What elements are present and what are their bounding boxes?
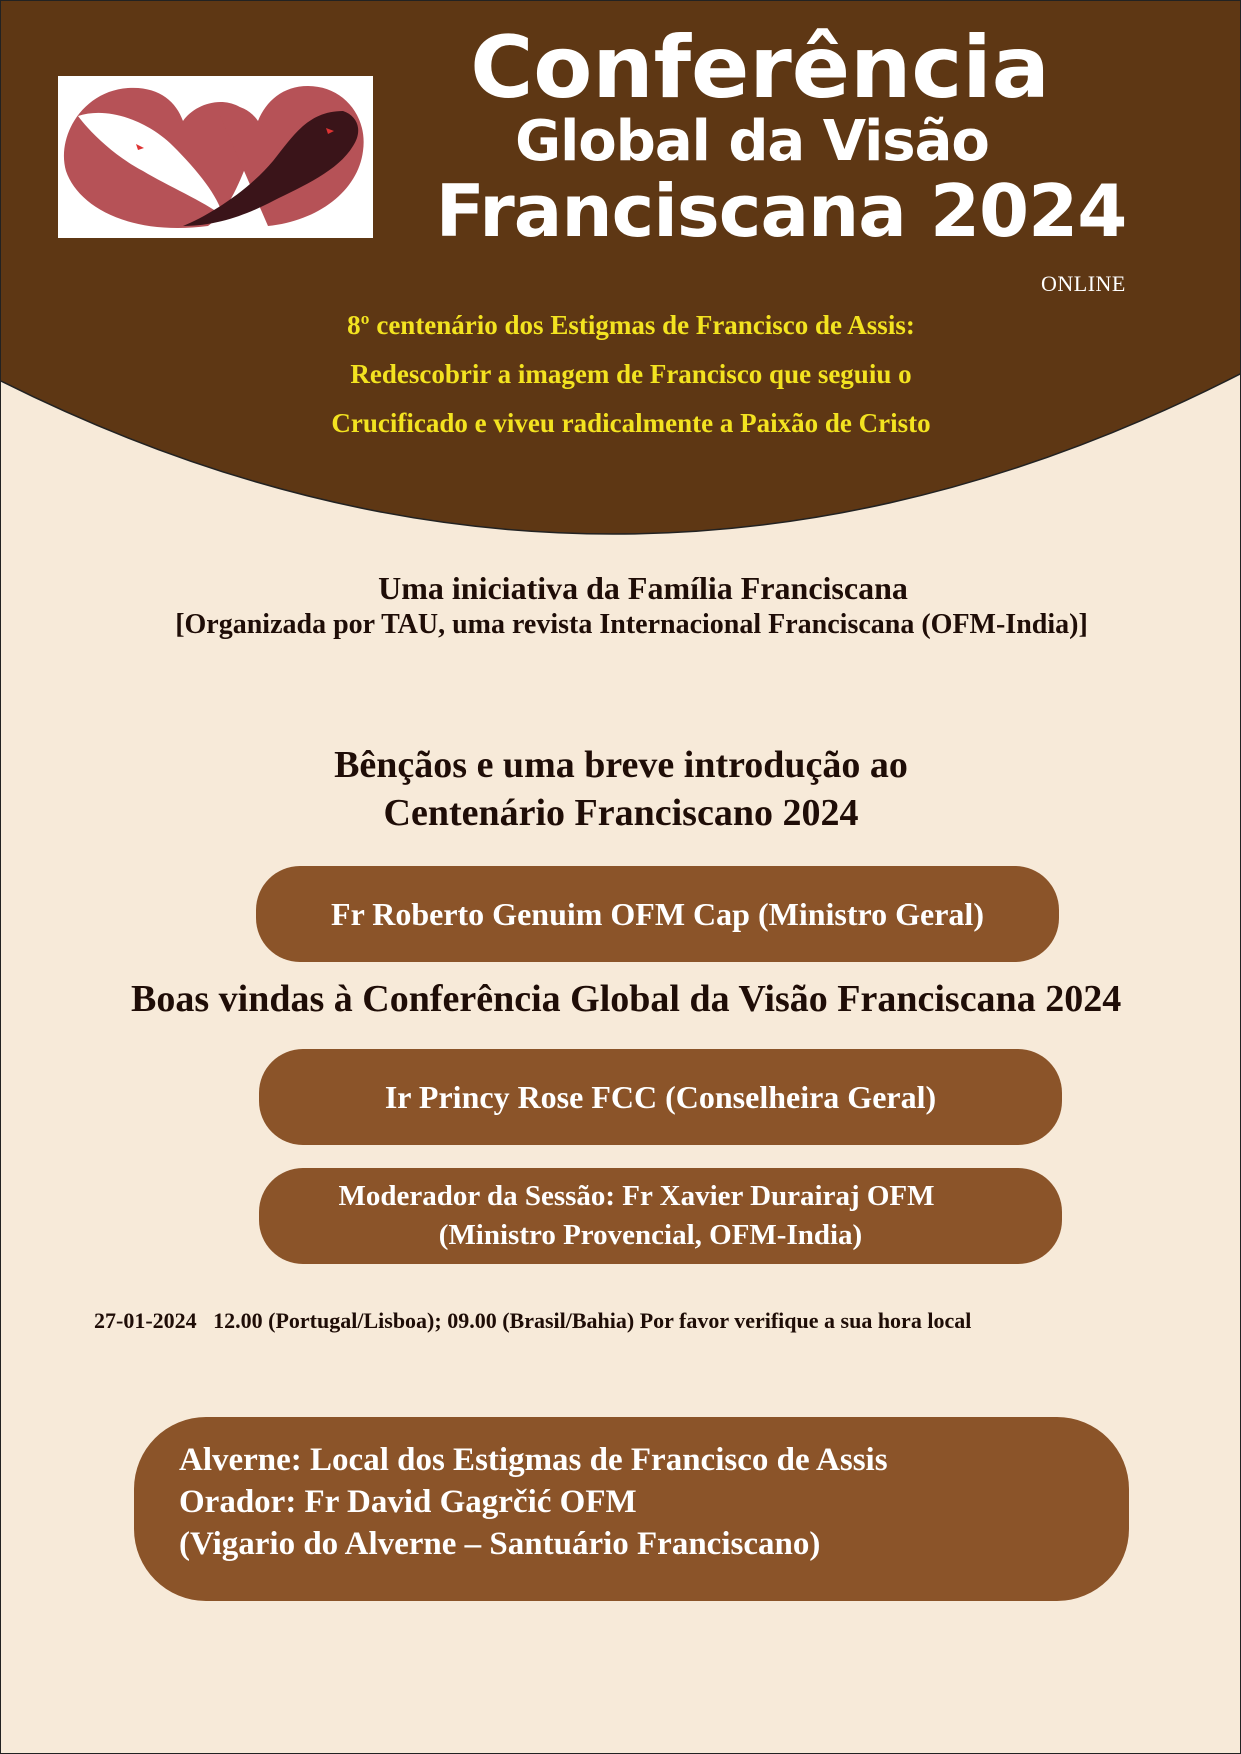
blessing-line-1: Bênçãos e uma breve introdução ao [334,744,908,786]
alverne-line-2: Orador: Fr David Gagrčić OFM [179,1484,637,1520]
alverne-line-3: (Vigario do Alverne – Santuário Franciscano) [179,1526,821,1562]
alverne-pill [134,1417,1129,1601]
blessing-line-2: Centenário Franciscano 2024 [383,792,859,834]
schedule-line: 27-01-2024 12.00 (Portugal/Lisboa); 09.00 (Brasil/Bahia) Por favor verifique a sua hora local [94,1308,972,1333]
welcome-heading: Boas vindas à Conferência Global da Visão Franciscana 2024 [131,978,1122,1020]
title-line-3: Franciscana 2024 [435,169,1127,253]
blessing-speaker-pill: Fr Roberto Genuim OFM Cap (Ministro Geral) [256,866,1059,962]
online-label: ONLINE [1041,271,1126,296]
moderator-line-2: (Ministro Provencial, OFM-India) [438,1219,863,1251]
subtitle [331,301,931,448]
title-line-2: Global da Visão [515,109,989,174]
blessing-heading [231,741,1011,837]
subtitle-line-1: 8º centenário dos Estigmas de Francisco de Assis: [347,310,915,340]
subtitle-line-2: Redescobrir a imagem de Francisco que seguiu o [350,359,912,389]
subtitle-line-3: Crucificado e viveu radicalmente a Paixão de Cristo [331,408,931,438]
moderator-line-1: Moderador da Sessão: Fr Xavier Durairaj OFM [338,1180,935,1212]
alverne-line-1: Alverne: Local dos Estigmas de Francisco de Assis [179,1442,888,1478]
moderator-pill [259,1168,1062,1264]
conference-title [381,18,1181,253]
initiative-line-1: Uma iniciativa da Família Franciscana [378,570,908,606]
welcome-speaker-pill: Ir Princy Rose FCC (Conselheira Geral) [259,1049,1062,1145]
initiative-text [1,569,1241,643]
initiative-line-2: [Organizada por TAU, uma revista Internacional Franciscana (OFM-India)] [175,609,1088,640]
title-line-1: Conferência [470,18,1050,118]
